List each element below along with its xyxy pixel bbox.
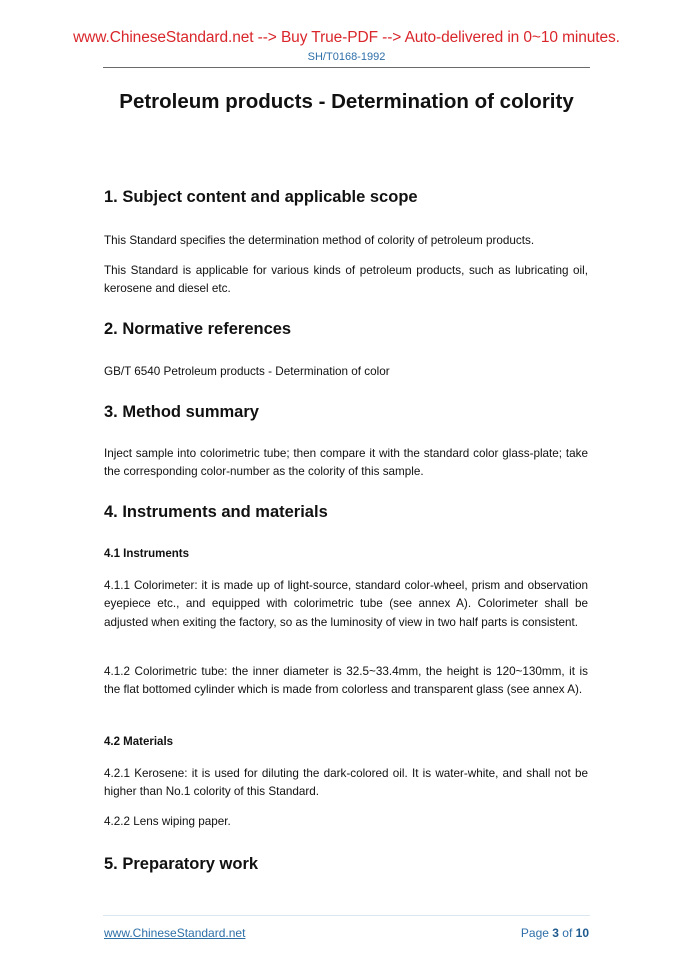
- section-4-heading: 4. Instruments and materials: [104, 503, 328, 521]
- subsection-4-1-heading: 4.1 Instruments: [104, 548, 189, 560]
- document-code: SH/T0168-1992: [307, 51, 386, 63]
- section-2-heading: 2. Normative references: [104, 320, 292, 338]
- page-indicator: [521, 926, 589, 940]
- promo-banner: www.ChineseStandard.net --> Buy True-PDF --> Auto-delivered in 0~10 minutes.: [73, 29, 620, 46]
- section-5-heading: 5. Preparatory work: [104, 855, 259, 873]
- section-3-heading: 3. Method summary: [104, 403, 259, 421]
- current-page-number: 3: [552, 926, 559, 940]
- section-1-paragraph-1: This Standard specifies the determination method of colority of petroleum products.: [104, 234, 535, 247]
- subsection-4-2-heading: 4.2 Materials: [104, 736, 174, 748]
- section-1-paragraph-2: This Standard is applicable for various kinds of petroleum products, such as lubricating oil, kerosene and diesel etc.: [104, 264, 588, 296]
- footer-divider: [103, 915, 590, 916]
- subsection-4-1-paragraph-2: 4.1.2 Colorimetric tube: the inner diameter is 32.5~33.4mm, the height is 120~130mm, it is the flat bottomed cylinder which is made from colorless and transparent glass (see annex A).: [104, 665, 588, 697]
- total-pages-number: 10: [575, 926, 589, 940]
- footer-website-link[interactable]: www.ChineseStandard.net: [104, 926, 246, 940]
- section-1-heading: 1. Subject content and applicable scope: [104, 188, 418, 206]
- subsection-4-1-paragraph-1: 4.1.1 Colorimeter: it is made up of light-source, standard color-wheel, prism and observation eyepiece etc., and equipped with colorimetric tube (see annex A). Colorimeter shall be adjusted when exiting the factory, so as the luminosity of view in two half parts is consistent.: [104, 579, 588, 629]
- page-label: Page: [520, 926, 553, 940]
- section-2-paragraph-1: GB/T 6540 Petroleum products - Determination of color: [104, 365, 390, 378]
- subsection-4-2-paragraph-2: 4.2.2 Lens wiping paper.: [104, 815, 231, 828]
- header-divider: [103, 67, 590, 68]
- section-3-paragraph-1: Inject sample into colorimetric tube; then compare it with the standard color glass-plate; take the corresponding color-number as the colority of this sample.: [104, 447, 588, 479]
- page-title: Petroleum products - Determination of colority: [119, 90, 574, 113]
- subsection-4-2-paragraph-1: 4.2.1 Kerosene: it is used for diluting the dark-colored oil. It is water-white, and shall not be higher than No.1 colority of this Standard.: [104, 767, 588, 799]
- page-of-label: of: [558, 926, 576, 940]
